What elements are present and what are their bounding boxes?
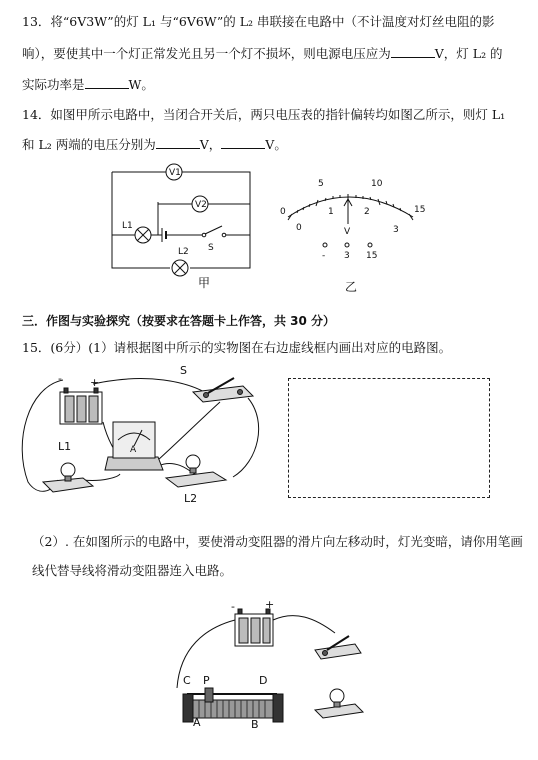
q13-line1: 13．将“6V3W”的灯 L₁ 与“6V6W”的 L₂ 串联接在电路中（不计温度对灯丝电阻的影: [22, 14, 495, 29]
slider-p-label: P: [203, 674, 210, 687]
lamp-l2-icon: [166, 455, 226, 487]
fig1-ammeter-label: A: [130, 445, 137, 455]
physical-circuit-figure: [8, 362, 280, 510]
terminal-c-label: C: [183, 674, 191, 687]
circuit-diagram-jia: [100, 160, 260, 295]
dial-unit: V: [344, 227, 351, 237]
caption-yi: 乙: [345, 280, 358, 294]
terminal-b-label: B: [251, 718, 259, 731]
v1-label: V1: [169, 168, 181, 178]
switch-2-icon: [315, 636, 361, 659]
q15-part2-line1: （2）. 在如图所示的电路中，要使滑动变阻器的滑片向左移动时，灯光变暗，请你用笔画: [32, 534, 523, 549]
q14-line2: [22, 136, 287, 153]
dial-bottom-tick-3: 3: [393, 225, 399, 235]
dial-bottom-tick-1: 1: [328, 207, 334, 217]
q13-line3: [22, 76, 154, 93]
switch-icon: [193, 378, 253, 402]
fig1-l1-label: L1: [58, 440, 72, 453]
fig2-minus-label: -: [231, 600, 235, 613]
q13-blank-voltage[interactable]: [391, 45, 435, 58]
battery-icon: [60, 388, 102, 424]
q15-part2-line2: 线代替导线将滑动变阻器连入电路。: [32, 563, 233, 578]
caption-jia: 甲: [198, 276, 211, 290]
dial-bottom-tick-0: 0: [296, 223, 302, 233]
dial-top-tick-15: 15: [414, 205, 426, 215]
dial-top-tick-5: 5: [318, 179, 324, 189]
dial-bottom-tick-2: 2: [364, 207, 370, 217]
q13-line3-text: 实际功率是: [22, 77, 85, 92]
q13-line2-tail: V，灯 L₂ 的: [434, 46, 503, 61]
fig1-minus-label: -: [58, 372, 62, 385]
dial-top-tick-10: 10: [371, 179, 383, 189]
lamp-2-icon: [315, 689, 363, 718]
fig1-switch-label: S: [180, 364, 187, 377]
dial-zero-top: 0: [280, 207, 286, 217]
switch-label: S: [208, 243, 214, 253]
q13-line2-text: 响），要使其中一个灯正常发光且另一个灯不损坏，则电源电压应为: [22, 46, 391, 61]
q14-blank-l1[interactable]: [156, 136, 200, 149]
answer-drawing-box[interactable]: [288, 378, 490, 498]
terminal-d-label: D: [259, 674, 268, 687]
battery-2-icon: [235, 609, 273, 646]
fig1-l2-label: L2: [184, 492, 198, 505]
q14-blank-l2[interactable]: [221, 136, 265, 149]
v2-label: V2: [195, 200, 207, 210]
q13-line2: [22, 45, 503, 62]
q15-line1: 15．(6分）(1）请根据图中所示的实物图在右边虚线框内画出对应的电路图。: [22, 340, 452, 355]
fig2-plus-label: +: [265, 598, 275, 611]
fig1-plus-label: +: [90, 376, 100, 389]
q14-line1: 14．如图甲所示电路中，当闭合开关后，两只电压表的指针偏转均如图乙所示，则灯 L₁: [22, 107, 506, 122]
q14-line2-text: 和 L₂ 两端的电压分别为: [22, 137, 156, 152]
q13-line3-tail: W。: [128, 77, 154, 92]
terminal-a-label: A: [193, 716, 201, 729]
terminal-15: 15: [366, 251, 378, 261]
rheostat-circuit-figure: [165, 598, 365, 733]
q14-line2-mid: V，: [199, 137, 222, 152]
l1-label: L1: [122, 221, 133, 231]
voltmeter-dial-yi: [278, 172, 428, 267]
q14-line2-tail: V。: [265, 137, 287, 152]
q13-blank-power[interactable]: [85, 76, 129, 89]
l2-label: L2: [178, 247, 189, 257]
terminal-3: 3: [344, 251, 350, 261]
section3-title: 三．作图与实验探究（按要求在答题卡上作答，共 30 分）: [22, 314, 336, 328]
lamp-l1-icon: [43, 463, 93, 492]
terminal-minus: -: [322, 251, 326, 261]
